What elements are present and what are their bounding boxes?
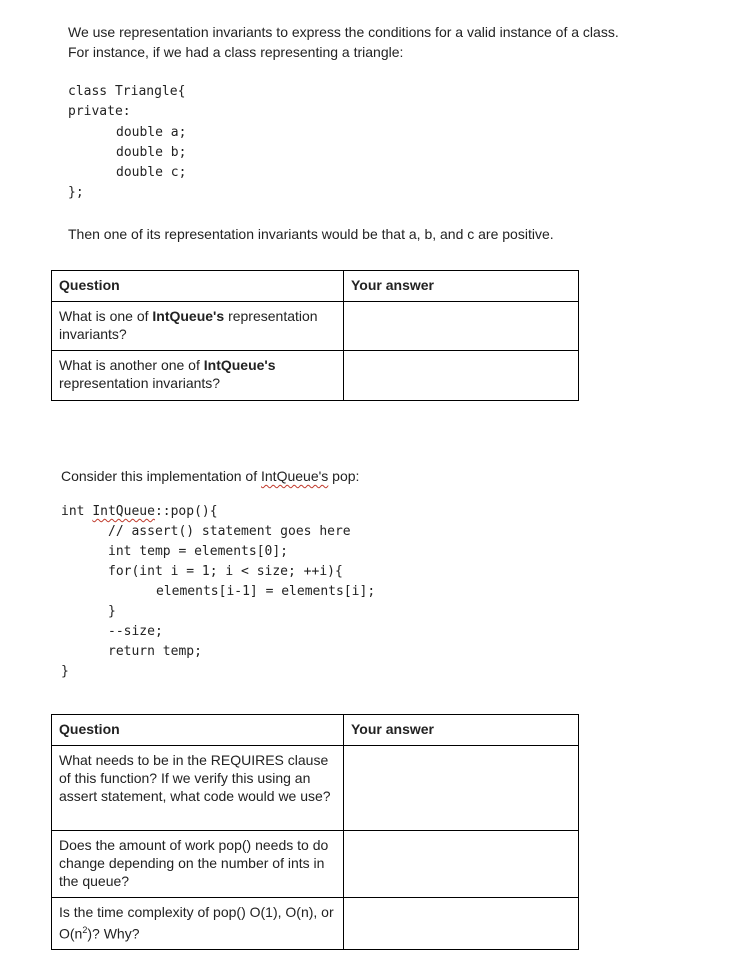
question-cell: Does the amount of work pop() needs to do change depending on the number of ints in the queue?: [52, 831, 344, 898]
header-answer: Your answer: [344, 271, 579, 302]
header-question: Question: [52, 715, 344, 746]
code-line: };: [68, 185, 84, 200]
header-answer: Your answer: [344, 715, 579, 746]
code-line: private:: [68, 104, 131, 119]
consider-text: Consider this implementation of IntQueue's pop:: [61, 468, 360, 484]
invariant-sentence: Then one of its representation invariants would be that a, b, and c are positive.: [68, 226, 554, 242]
question-cell: What needs to be in the REQUIRES clause of this function? If we verify this using an assert statement, what code would we use?: [52, 746, 344, 831]
code-line: double b;: [116, 145, 187, 160]
question-cell: Is the time complexity of pop() O(1), O(n), or $O(n^2)$? Why?: [52, 898, 344, 950]
question-cell: What is another one of IntQueue's representation invariants?: [52, 351, 344, 401]
answer-cell[interactable]: [344, 831, 579, 898]
code-line: // assert() statement goes here: [108, 524, 351, 539]
answer-cell[interactable]: [344, 898, 579, 950]
code-line: for(int i = 1; i < size; ++i){: [108, 564, 343, 579]
code-line: --size;: [108, 624, 163, 639]
code-line: double a;: [116, 125, 187, 140]
code-line: int temp = elements[0];: [108, 544, 289, 559]
answer-cell[interactable]: [344, 746, 579, 831]
answer-cell[interactable]: [344, 302, 579, 351]
code-line: }: [61, 664, 69, 679]
code-line: }: [108, 604, 116, 619]
code-line: elements[i-1] = elements[i];: [156, 584, 376, 599]
question-table-1: [51, 270, 579, 401]
answer-cell[interactable]: [344, 351, 579, 401]
intro-line-2: For instance, if we had a class representing a triangle:: [68, 44, 404, 60]
intro-line-1: We use representation invariants to express the conditions for a valid instance of a class.: [68, 24, 619, 40]
code-line: double c;: [116, 165, 187, 180]
code-line: return temp;: [108, 644, 202, 659]
header-question: Question: [52, 271, 344, 302]
question-cell: What is one of IntQueue's representation invariants?: [52, 302, 344, 351]
question-table-2: [51, 714, 579, 950]
code-line: class Triangle{: [68, 84, 186, 99]
code-line: int IntQueue::pop(){: [61, 504, 218, 519]
